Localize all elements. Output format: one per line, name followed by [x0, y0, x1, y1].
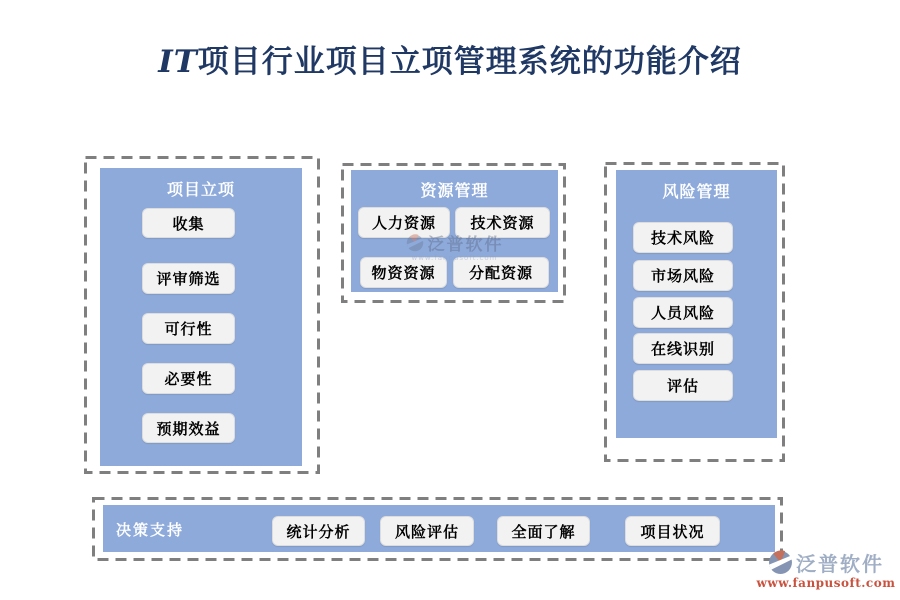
box-personnel-risk: 人员风险	[633, 297, 733, 328]
panel-decision-support	[92, 497, 783, 561]
panel-resource-management-body	[351, 170, 558, 292]
box-necessity: 必要性	[142, 363, 235, 394]
box-comprehensive-understanding: 全面了解	[497, 516, 590, 546]
title-text: 项目行业项目立项管理系统的功能介绍	[197, 44, 742, 80]
box-project-status: 项目状况	[625, 516, 720, 546]
box-feasibility: 可行性	[142, 313, 235, 344]
panel-project-initiation-body	[100, 168, 302, 466]
box-review-screening: 评审筛选	[142, 263, 235, 294]
fanpu-logo-icon	[768, 550, 793, 575]
panel-risk-management-header: 风险管理	[662, 182, 731, 201]
box-material-resources: 物资资源	[360, 257, 447, 288]
box-allocate-resources: 分配资源	[453, 257, 549, 288]
watermark-brand: 泛普软件	[427, 235, 504, 255]
panel-decision-support-header: 决策支持	[116, 521, 185, 539]
title-prefix: IT	[158, 44, 198, 80]
panel-resource-management	[341, 163, 566, 303]
watermark-subtext: www.fanpusoft.com	[411, 254, 498, 262]
panel-project-initiation-header: 项目立项	[166, 180, 235, 199]
page-title	[0, 36, 900, 81]
box-statistical-analysis: 统计分析	[272, 516, 365, 546]
box-assessment: 评估	[633, 370, 733, 401]
box-expected-benefit: 预期效益	[142, 413, 235, 443]
box-collect: 收集	[142, 208, 235, 238]
box-technical-risk: 技术风险	[633, 222, 733, 253]
panel-resource-management-header: 资源管理	[420, 181, 489, 200]
box-market-risk: 市场风险	[633, 260, 733, 291]
box-online-identification: 在线识别	[633, 333, 733, 364]
panel-risk-management-body	[616, 170, 777, 438]
panel-project-initiation	[84, 156, 320, 474]
box-risk-assessment: 风险评估	[380, 516, 474, 546]
box-technical-resources: 技术资源	[455, 207, 550, 238]
logo-brand-text: 泛普软件	[796, 552, 884, 576]
fanpu-logo	[756, 548, 896, 590]
logo-url-text: www.fanpusoft.com	[756, 576, 896, 590]
panel-decision-support-body	[103, 505, 775, 552]
panel-risk-management	[604, 162, 785, 462]
box-human-resources: 人力资源	[358, 207, 450, 238]
